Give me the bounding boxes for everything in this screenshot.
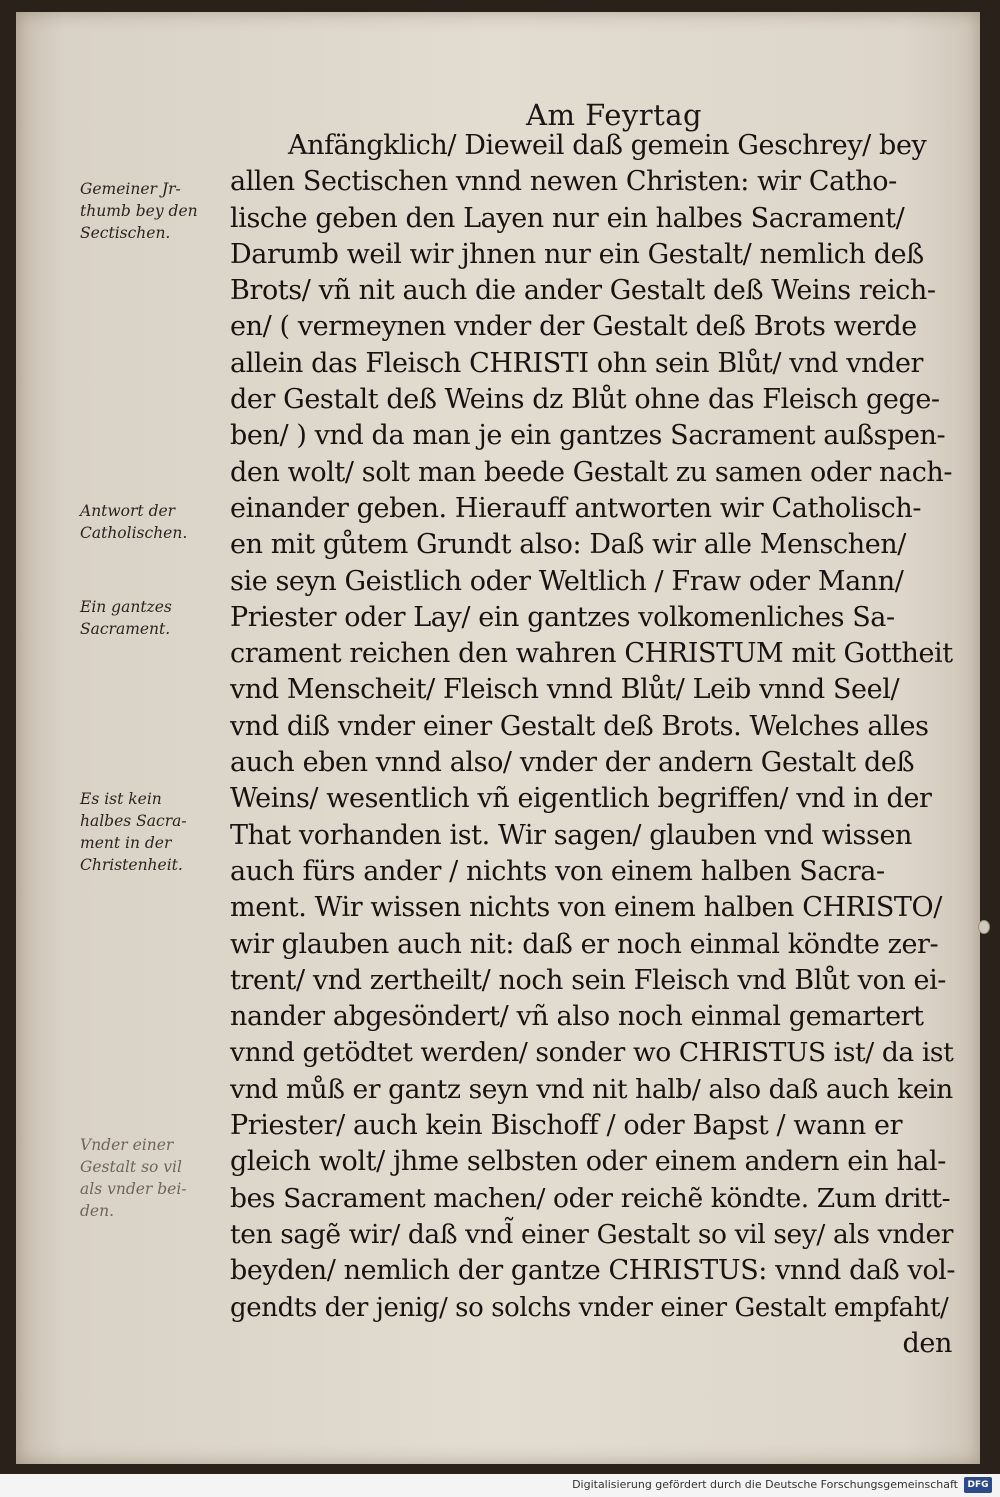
text-line: gleich wolt/ jhme selbsten oder einem andern ein hal- — [230, 1146, 946, 1178]
text-line: bes Sacrament machen/ oder reichẽ köndte. Zum dritt- — [230, 1182, 951, 1214]
text-line: vnd můß er gantz seyn vnd nit halb/ also daß auch kein — [230, 1073, 953, 1105]
running-head: Am Feyrtag — [526, 98, 703, 132]
text-line: vnd diß vnder einer Gestalt deß Brots. Welches alles — [230, 710, 929, 742]
page-hole-mark — [978, 920, 990, 934]
text-line: nander abgesöndert/ vñ also noch einmal gemartert — [230, 1001, 924, 1033]
text-line: That vorhanden ist. Wir sagen/ glauben vnd wissen — [230, 819, 913, 851]
text-line: ment. Wir wissen nichts von einem halben CHRISTO/ — [230, 892, 942, 924]
footer-bar — [0, 1474, 1000, 1497]
margin-note-line: Es ist kein — [80, 790, 162, 808]
margin-note-line: als vnder bei- — [80, 1180, 187, 1198]
dfg-logo: DFG — [964, 1477, 992, 1493]
text-line: Anfängklich/ Dieweil daß gemein Geschrey/ bey — [288, 130, 927, 161]
funding-notice: Digitalisierung gefördert durch die Deutsche Forschungsgemeinschaft — [572, 1478, 958, 1491]
text-line: Brots/ vñ nit auch die ander Gestalt deß Weins reich- — [230, 275, 936, 307]
text-line: ben/ ) vnd da man je ein gantzes Sacrament außspen- — [230, 420, 946, 452]
text-line: allein das Fleisch CHRISTI ohn sein Blůt/ vnd vnder — [230, 347, 924, 379]
text-line: ten sagẽ wir/ daß vnd̃ einer Gestalt so vil sey/ als vnder — [230, 1218, 954, 1250]
margin-note-line: ment in der — [80, 834, 172, 852]
text-line: trent/ vnd zertheilt/ noch sein Fleisch vnd Blůt von ei- — [230, 964, 947, 996]
text-line: en/ ( vermeynen vnder der Gestalt deß Brots werde — [230, 311, 917, 343]
margin-note-line: Christenheit. — [80, 856, 183, 874]
text-line: den wolt/ solt man beede Gestalt zu samen oder nach- — [230, 456, 953, 488]
margin-note-line: thumb bey den — [80, 202, 198, 220]
margin-note-1 — [80, 178, 230, 244]
text-line: der Gestalt deß Weins dz Blůt ohne das Fleisch gege- — [230, 384, 940, 416]
margin-note-line: den. — [80, 1202, 115, 1220]
text-line: einander geben. Hierauff antworten wir Catholisch- — [230, 492, 922, 524]
text-line: vnd Menscheit/ Fleisch vnnd Blůt/ Leib vnnd Seel/ — [230, 674, 900, 706]
text-line: gendts der jenig/ so solchs vnder einer Gestalt empfaht/ — [230, 1292, 949, 1323]
text-line: vnnd getödtet werden/ sonder wo CHRISTUS ist/ da ist — [230, 1037, 954, 1069]
margin-note-line: halbes Sacra- — [80, 812, 187, 830]
text-line: Darumb weil wir jhnen nur ein Gestalt/ nemlich deß — [230, 238, 924, 270]
margin-note-4 — [80, 788, 230, 876]
margin-note-line: Vnder einer — [80, 1136, 174, 1154]
margin-note-line: Sectischen. — [80, 224, 171, 242]
margin-note-line: Gestalt so vil — [80, 1158, 182, 1176]
text-line: Priester oder Lay/ ein gantzes volkomenliches Sa- — [230, 601, 895, 633]
text-line: Priester/ auch kein Bischoff / oder Bapst / wann er — [230, 1110, 903, 1142]
text-line: lische geben den Layen nur ein halbes Sacrament/ — [230, 202, 905, 234]
margin-note-line: Gemeiner Jr- — [80, 180, 181, 198]
margin-note-line: Ein gantzes — [80, 598, 172, 616]
text-line: auch fürs ander / nichts von einem halben Sacra- — [230, 855, 885, 887]
margin-note-3 — [80, 596, 230, 640]
text-line: Weins/ wesentlich vñ eigentlich begriffen/ vnd in der — [230, 783, 932, 815]
margin-note-2 — [80, 500, 230, 544]
text-line: beyden/ nemlich der gantze CHRISTUS: vnnd daß vol- — [230, 1255, 956, 1287]
text-line: crament reichen den wahren CHRISTUM mit Gottheit — [230, 638, 953, 670]
margin-note-line: Catholischen. — [80, 524, 188, 542]
margin-note-line: Sacrament. — [80, 620, 171, 638]
text-line: allen Sectischen vnnd newen Christen: wir Catho- — [230, 166, 897, 198]
text-line: den — [902, 1327, 952, 1359]
text-line: auch eben vnnd also/ vnder der andern Gestalt deß — [230, 747, 915, 779]
margin-note-5 — [80, 1134, 230, 1222]
text-line: sie seyn Geistlich oder Weltlich / Fraw oder Mann/ — [230, 565, 904, 597]
margin-note-line: Antwort der — [80, 502, 176, 520]
text-line: wir glauben auch nit: daß er noch einmal köndte zer- — [230, 928, 939, 960]
text-line: en mit gůtem Grundt also: Daß wir alle Menschen/ — [230, 529, 906, 561]
body-text — [230, 128, 960, 1362]
